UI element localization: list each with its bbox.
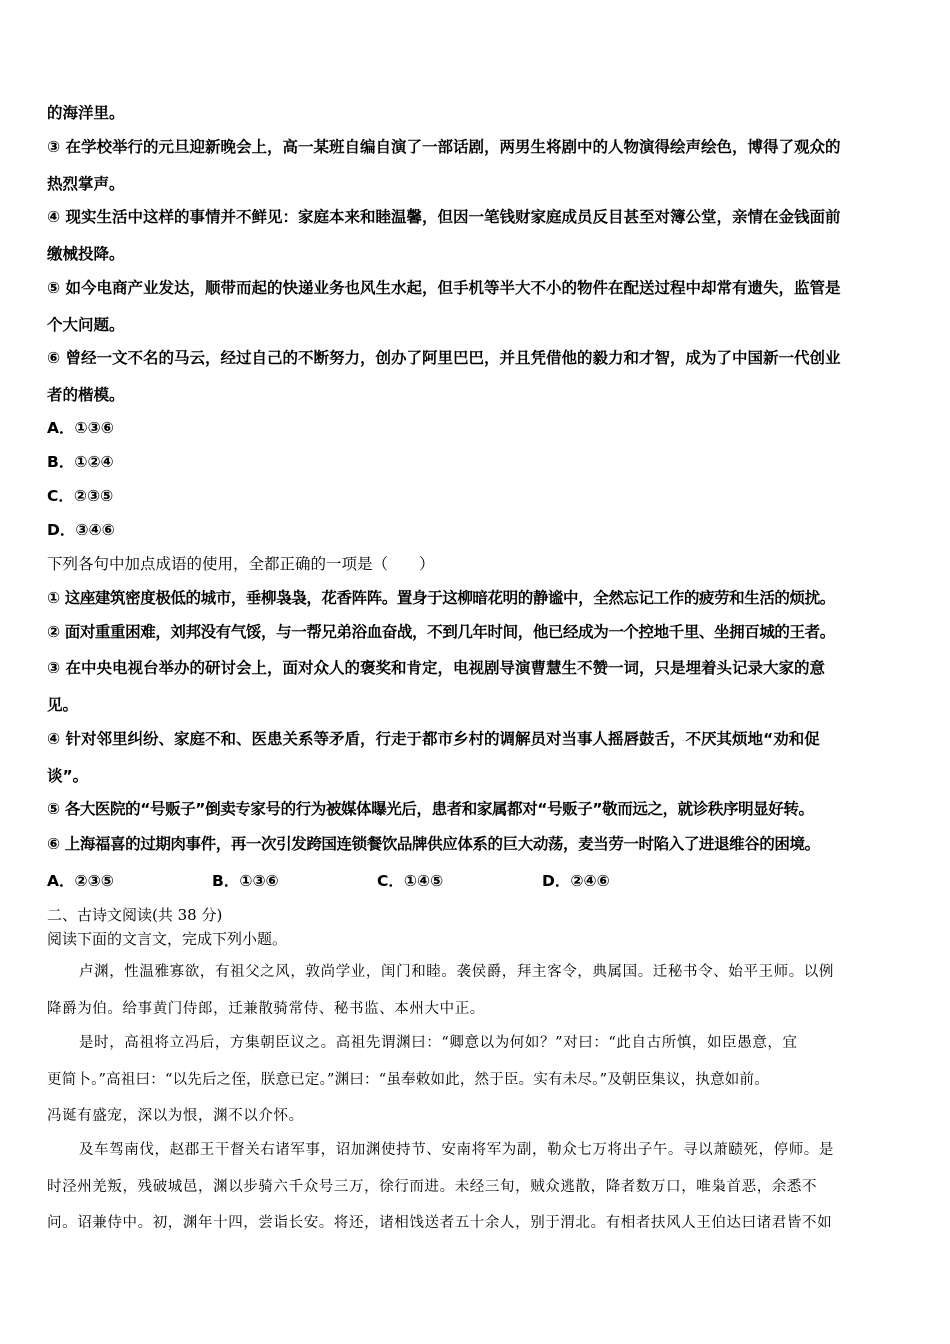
q1-sentence-5: ⑤ 如今电商产业发达，顺带而起的快递业务也风生水起，但手机等半大不小的物件在配送过程中却常有遗失，监管是	[47, 279, 841, 297]
section-instruction: 阅读下面的文言文，完成下列小题。	[47, 930, 288, 948]
q1-sentence-6-cont: 者的楷模。	[47, 386, 125, 404]
q2-option-c[interactable]: C．①④⑤	[377, 872, 444, 890]
passage-paragraph-3: 及车驾南伐，赵郡王干督关右诸军事，诏加渊使持节、安南将军为副，勒众七万将出子午。寻以萧赜死，停师。是	[79, 1142, 834, 1158]
q2-sentence-4-cont: 谈”。	[47, 767, 89, 785]
q1-sentence-4: ④ 现实生活中这样的事情并不鲜见：家庭本来和睦温馨，但因一笔钱财家庭成员反目甚至对簿公堂，亲情在金钱面前	[47, 208, 841, 226]
q1-sentence-4-cont: 缴械投降。	[47, 245, 125, 263]
passage-paragraph-3-cont-2: 问。诏兼侍中。初，渊年十四，尝诣长安。将还，诸相饯送者五十余人，别于渭北。有相者扶风人王伯达曰诸君皆不如	[47, 1215, 833, 1231]
passage-paragraph-2-end: 冯诞有盛宠，深以为恨，渊不以介怀。	[47, 1108, 304, 1124]
q2-sentence-5: ⑤ 各大医院的“号贩子”倒卖专家号的行为被媒体曝光后，患者和家属都对“号贩子”敬而远之，就诊秩序明显好转。	[47, 800, 814, 818]
q2-sentence-3: ③ 在中央电视台举办的研讨会上，面对众人的褒奖和肯定，电视剧导演曹慧生不赞一词，只是埋着头记录大家的意	[47, 659, 826, 677]
passage-paragraph-3-cont: 时泾州羌叛，残破城邑，渊以步骑六千众号三万，徐行而进。未经三旬，贼众逃散，降者数万口，唯枭首恶，余悉不	[47, 1179, 818, 1195]
q2-option-a[interactable]: A．②③⑤	[47, 872, 114, 890]
q2-option-b[interactable]: B．①③⑥	[212, 872, 279, 890]
passage-paragraph-2: 是时，高祖将立冯后，方集朝臣议之。高祖先谓渊曰：“卿意以为何如？”对曰：“此自古所慎，如臣愚意，宜	[79, 1035, 798, 1051]
q2-stem: 下列各句中加点成语的使用，全都正确的一项是（ ）	[47, 555, 435, 573]
q2-sentence-1: ① 这座建筑密度极低的城市，垂柳袅袅，花香阵阵。置身于这柳暗花明的静谧中，全然忘记工作的疲劳和生活的烦扰。	[47, 589, 835, 607]
q2-option-d[interactable]: D．②④⑥	[542, 872, 610, 890]
q2-sentence-6: ⑥ 上海福喜的过期肉事件，再一次引发跨国连锁餐饮品牌供应体系的巨大动荡，麦当劳一时陷入了进退维谷的困境。	[47, 835, 820, 853]
q2-sentence-4: ④ 针对邻里纠纷、家庭不和、医患关系等矛盾，行走于都市乡村的调解员对当事人摇唇鼓舌，不厌其烦地“劝和促	[47, 730, 820, 748]
q1-option-b[interactable]: B．①②④	[47, 453, 114, 471]
q1-sentence-3-cont: 热烈掌声。	[47, 175, 125, 193]
q1-sentence-5-cont: 个大问题。	[47, 316, 125, 334]
q1-sentence-3: ③ 在学校举行的元旦迎新晚会上，高一某班自编自演了一部话剧，两男生将剧中的人物演得绘声绘色，博得了观众的	[47, 138, 841, 156]
passage-paragraph-1-cont: 降爵为伯。给事黄门侍郎，迁兼散骑常侍、秘书监、本州大中正。	[47, 1001, 485, 1017]
q1-option-a[interactable]: A．①③⑥	[47, 419, 114, 437]
passage-paragraph-2-cont: 更简卜。”高祖曰：“以先后之侄，朕意已定。”渊曰：“虽奉敕如此，然于臣。实有未尽。”及朝臣集议，执意如前。	[47, 1072, 769, 1088]
passage-paragraph-1: 卢渊，性温雅寡欲，有祖父之风，敦尚学业，闺门和睦。袭侯爵，拜主客令，典属国。迁秘书令、始平王师。以例	[79, 964, 834, 980]
section-heading: 二、古诗文阅读(共 38 分)	[47, 906, 223, 924]
q2-sentence-2: ② 面对重重困难，刘邦没有气馁，与一帮兄弟浴血奋战，不到几年时间，他已经成为一个控地千里、坐拥百城的王者。	[47, 623, 835, 641]
q1-option-c[interactable]: C．②③⑤	[47, 487, 114, 505]
q2-sentence-3-cont: 见。	[47, 696, 79, 714]
q1-option-d[interactable]: D．③④⑥	[47, 521, 115, 539]
q1-continuation: 的海洋里。	[47, 104, 125, 122]
q1-sentence-6: ⑥ 曾经一文不名的马云，经过自己的不断努力，创办了阿里巴巴，并且凭借他的毅力和才智，成为了中国新一代创业	[47, 349, 841, 367]
